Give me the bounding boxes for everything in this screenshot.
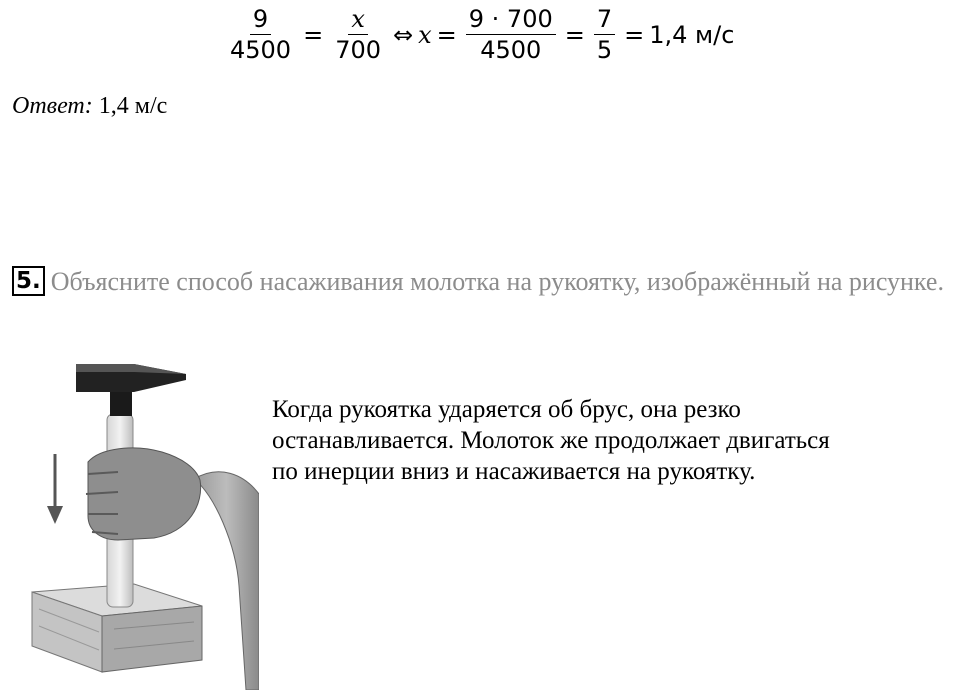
formula-result: 1,4 м/с — [649, 20, 735, 49]
numerator: 7 — [594, 4, 615, 35]
variable-x: x — [418, 20, 432, 49]
fraction-7-over-5 — [594, 4, 615, 65]
task-question — [12, 262, 952, 302]
answer-line — [12, 93, 167, 120]
fraction-9-over-4500 — [227, 4, 294, 65]
down-arrow-icon — [47, 454, 63, 524]
numerator: 9 — [250, 4, 271, 35]
explanation-text — [272, 394, 932, 487]
formula — [223, 4, 734, 65]
task-number: 5. — [12, 266, 45, 296]
task-question-text: Объясните способ насаживания молотка на рукоятку, изображённый на рисунке. — [50, 267, 944, 296]
numerator: 9 · 700 — [466, 4, 556, 35]
numerator: x — [348, 4, 368, 35]
fraction-x-over-700 — [332, 4, 384, 65]
equals-sign: = — [436, 20, 457, 49]
hammer-illustration — [14, 354, 259, 690]
explanation-line-1: Когда рукоятка ударяется об брус, она резко — [272, 396, 741, 423]
hammer-on-block-image — [14, 354, 259, 690]
fraction-product-over-4500 — [466, 4, 556, 65]
equivalence-sign: ⇔ — [393, 20, 414, 49]
denominator: 4500 — [480, 36, 542, 64]
answer-label: Ответ: — [12, 93, 93, 119]
denominator: 4500 — [230, 36, 292, 64]
explanation-line-3: по инерции вниз и насаживается на рукоятку. — [272, 458, 756, 485]
hand — [88, 448, 201, 540]
equals-sign: = — [303, 20, 324, 49]
denominator: 5 — [596, 36, 613, 64]
equals-sign: = — [564, 20, 585, 49]
arm — [194, 472, 259, 690]
answer-value: 1,4 м/с — [92, 93, 168, 119]
equals-sign: = — [624, 20, 645, 49]
denominator: 700 — [335, 36, 381, 64]
hammer-head — [76, 364, 186, 416]
explanation-line-2: останавливается. Молоток же продолжает двигаться — [272, 427, 830, 454]
